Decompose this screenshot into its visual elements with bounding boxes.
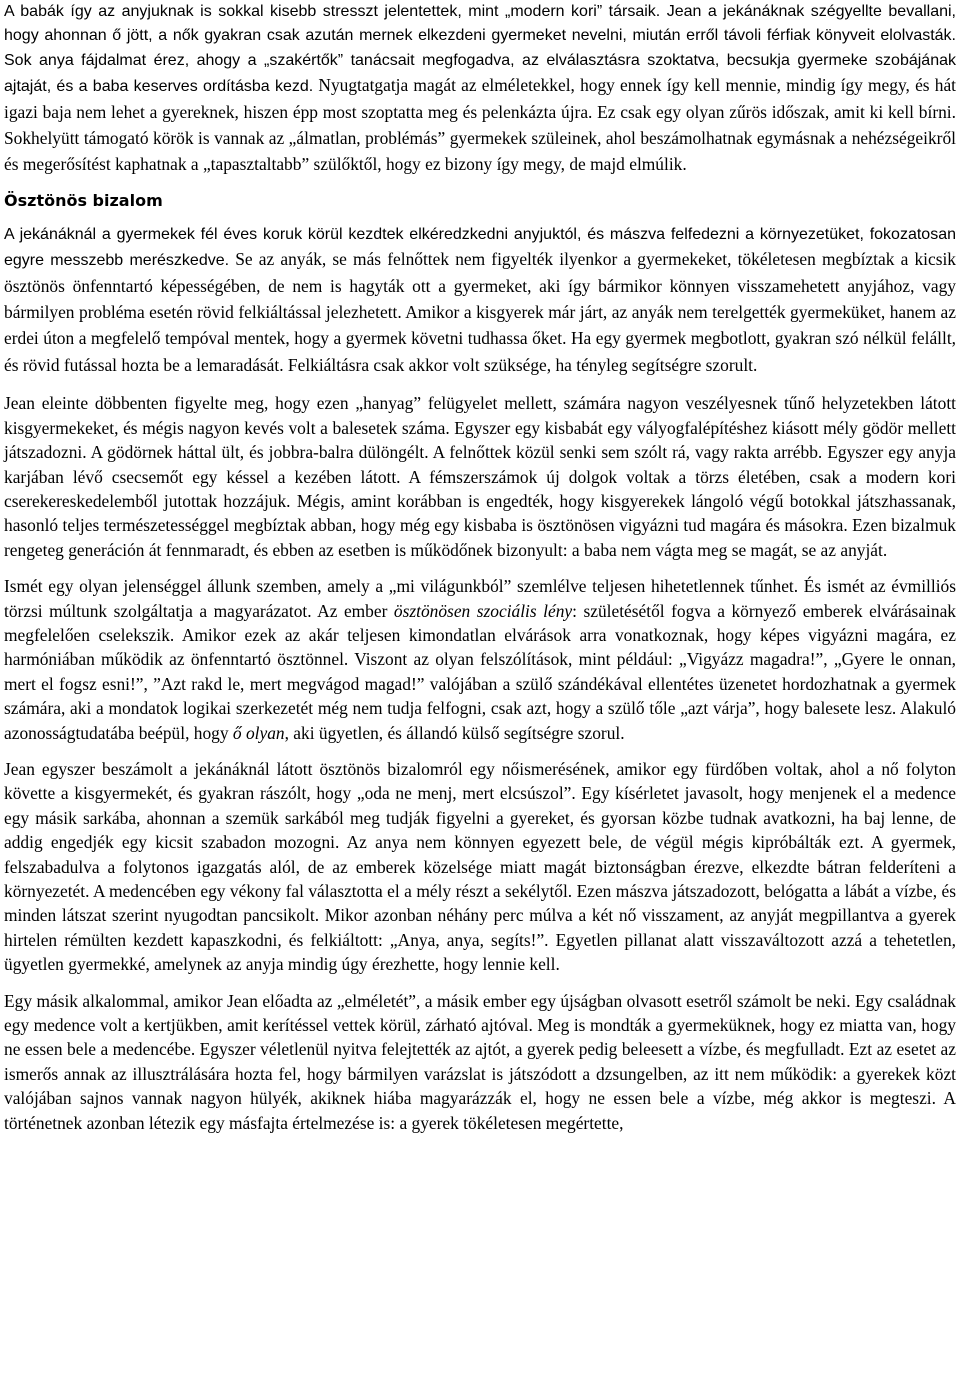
paragraph-2-sans-part: A jekánáknál a gyermekek fél éves koruk körül kezdtek elkéredzkedni anyjuktól, és mászva felfedezni a környezetüket, fokozatosan egyre messzebb merészkedve. [4, 225, 956, 270]
paragraph-4-text-c: , aki ügyetlen, és állandó külső segítségre szorul. [284, 722, 625, 743]
paragraph-4 [4, 574, 956, 745]
paragraph-4-text-b: : születésétől fogva a környező emberek elvárásainak megfelelően cselekszik. Amikor ezek az akár teljesen kimondatlan elvárások arra vonatkoznak, hogy képes vigyázni magára, ez harmóniában működik az önfenntartó ösztönnel. Viszont az olyan felszólítások, mint például: „Vigyázz magadra!”, „Gyere le onnan, mert el fogsz esni!”, ”Azt rakd le, mert megvágod magad!” valójában a szülő szándékával ellentétes üzenetet hordozhatnak a gyermek számára, aki a mondatok logikai szerkezetét még nem tudja felfogni, csak azt, hogy a szülő tőle „azt várja”, hogy balesete lesz. Alakuló azonosságtudatába beépül, hogy [4, 600, 956, 743]
paragraph-6: Egy másik alkalommal, amikor Jean előadta az „elméletét”, a másik ember egy újságban olvasott esetről számolt be neki. Egy családnak egy medence volt a kertjükben, amit kerítéssel vettek körül, zárható ajtóval. Meg is mondták a gyermeküknek, hogy ez miatta van, hogy ne essen bele a medencébe. Egyszer véletlenül nyitva felejtették az ajtót, a gyerek pedig beleesett a vízbe, és megfulladt. Ezt az esetet az ismerős annak az illusztrálására hozta fel, hogy bármilyen varázslat is játszódott a dzsungelben, az itt nem működik: a gyerekek közt valójában sajnos vannak nagyon hülyék, akiknek hiába magyarázzák el, hogy ne essen bele a vízbe, még akkor is megteszi. A történetnek azonban létezik egy másfajta értelmezése is: a gyerek tökéletesen megértette, [4, 990, 956, 1133]
paragraph-4-emphasis-2: ő olyan [232, 722, 285, 743]
paragraph-2-serif-part: Se az anyák, se más felnőttek nem figyelték ilyenkor a gyermekeket, tökéletesen megbíztak a kicsik ösztönös önfenntartó képességében, de nem is hagyták ott a gyermeket, aki így bármikor könnyen visszamehetett anyjához, vagy bármilyen probléma esetén rövid felkiáltással jelezhetett. Amikor a kisgyerek már járt, az anyák nem terelgették gyermeküket, hanem az erdei úton a megfelelő tempóval mentek, hogy a gyermek követni tudhassa őket. Ha egy gyermek megbotlott, gyakran szó nélkül felállt, és rövid futással hozta be a lemaradását. Felkiáltásra csak akkor volt szüksége, ha tényleg segítségre szorult. [4, 249, 956, 375]
spacer [4, 977, 956, 989]
spacer [4, 179, 956, 189]
spacer [4, 379, 956, 391]
spacer [4, 745, 956, 757]
paragraph-5: Jean egyszer beszámolt a jekánáknál látott ösztönös bizalomról egy nőismerésének, amikor egy fürdőben voltak, ahol a nő folyton követte a kisgyermekét, és gyakran rászólt, hogy „oda ne menj, mert elcsúszol”. Egy kísérletet javasolt, hogy menjenek el a medence egy másik sarkába, ahonnan a szemük sarkából meg tudják figyelni a gyereket, és gyorsan közbe tudnak avatkozni, ha baj lenne, de addig engedjék egy kicsit szabadon mozogni. Az anya nem könnyen egyezett bele, de végül mégis kipróbálták ezt. A gyermek, felszabadulva a folytonos igazgatás alól, de az emberek közelsége miatt magát biztonságban érezve, elkezdte bátran felderíteni a környezetét. A medencében egy vékony fal választotta el a mély részt a sekélytől. Ezen mászva játszadozott, belógatta a lábát a vízbe, és minden látszat szerint nyugodtan pancsikolt. Mikor azonban néhány perc múlva a két nő visszament, az anyját megpillantva a gyerek hirtelen rémülten kezdett kapaszkodni, és felkiáltott: „Anya, anya, segíts!”. Egyetlen pillanat alatt visszaváltozott azzá a tehetetlen, ügyetlen gyermekké, amelynek az anyja mindig úgy érezhette, hogy lennie kell. [4, 758, 956, 975]
paragraph-2 [4, 223, 956, 379]
paragraph-4-text-a: Ismét egy olyan jelenséggel állunk szemben, amely a „mi világunkból” szemlélve teljesen hihetetlennek tűnhet. És ismét az évmilliós törzsi múltunk szolgáltatja a magyarázatot. Az ember [4, 576, 956, 621]
spacer [4, 562, 956, 574]
spacer [4, 213, 956, 223]
paragraph-1-sans-part: A babák így az anyjuknak is sokkal kisebb stresszt jelentettek, mint „modern kori” társaik. Jean a jekánáknak szégyellte bevallani, hogy ahonnan ő jött, a nők gyakran csak azután mernek elkezdeni gyermeket nevelni, miután erről távoli férfiak könyveit elolvasták. Sok anya fájdalmat érez, ahogy a „szakértők” tanácsait megfogadva, az elválasztásra szoktatva, becsukja gyermeke szobájának ajtaját, és a baba keserves ordításba kezd. [4, 3, 956, 96]
paragraph-1-serif-part: Nyugtatgatja magát az elméletekkel, hogy ennek így kell mennie, mindig így megy, és hát igazi baja nem lehet a gyereknek, hiszen épp most szoptatta meg és pelenkázta újra. Ez csak egy olyan zűrös időszak, amit ki kell bírni. Sokhelyütt támogató körök is vannak az „álmatlan, problémás” gyermekek szüleinek, ahol beszámolhatnak egymásnak a nehézségeikről és megerősítést kaphatnak a „tapasztaltabb” szülőktől, hogy ez bizony így megy, de majd elmúlik. [4, 75, 956, 175]
section-heading: Ösztönös bizalom [4, 190, 163, 210]
paragraph-1 [4, 0, 956, 179]
paragraph-4-emphasis-1: ösztönösen szociális lény [393, 600, 573, 621]
paragraph-3: Jean eleinte döbbenten figyelte meg, hogy ezen „hanyag” felügyelet mellett, számára nagyon veszélyesnek tűnő helyzetekben látott kisgyermekeket, és mégis nagyon kevés volt a balesetek száma. Egyszer egy kisbabát egy vályogfalépítéshez kiásott mély gödör mellett játszadozni. A gödörnek háttal ült, és jobbra-balra dülöngélt. A felnőttek közül senki sem szólt rá, vagy rakta arrébb. Egyszer egy anyja karjában lévő csecsemőt egy késsel a kezében látott. A fémszerszámok új dolgok voltak a törzs életében, csak a modern kori cserekereskedelemből jutottak hozzájuk. Mégis, amint korábban is engedték, hogy kisgyerekek lángoló végű botokkal játszhassanak, hasonló teljes természetességgel megbíztak abban, hogy még egy kisbaba is ösztönösen vigyázni tud magára és másokra. Ezen bizalmuk rengeteg generáción át fennmaradt, és ebben az esetben is működőnek bizonyult: a baba nem vágta meg se magát, se az anyját. [4, 393, 956, 560]
